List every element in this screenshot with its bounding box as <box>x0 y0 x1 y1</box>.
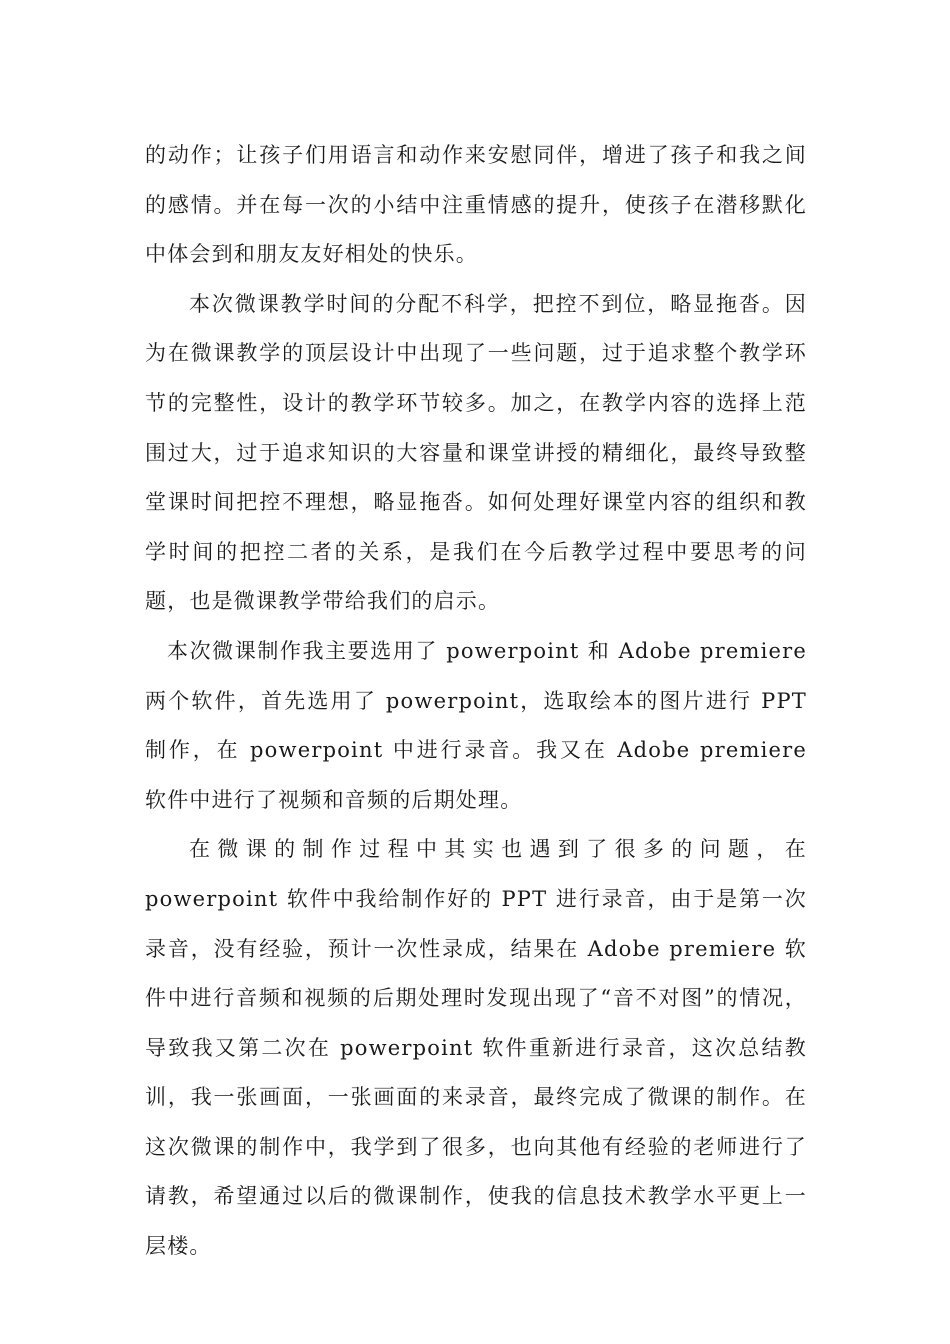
paragraph-continuation: 的动作；让孩子们用语言和动作来安慰同伴，增进了孩子和我之间的感情。并在每一次的小结中注重情感的提升，使孩子在潜移默化中体会到和朋友友好相处的快乐。 <box>145 143 807 267</box>
paragraph-software: 本次微课制作我主要选用了 powerpoint 和 Adobe premiere 两个软件，首先选用了 powerpoint，选取绘本的图片进行 PPT 制作，在 powerpoint 中进行录音。我又在 Adobe premiere 软件中进行了视频和音频的后期处理。 <box>145 638 807 812</box>
paragraph-production-problems: 在微课的制作过程中其实也遇到了很多的问题，在 powerpoint 软件中我给制作好的 PPT 进行录音，由于是第一次录音，没有经验，预计一次性录成，结果在 Adobe premiere 软件中进行音频和视频的后期处理时发现出现了“音不对图”的情况，导致我又第二次在 powerpoint 软件重新进行录音，这次总结教训，我一张画面，一张画面的来录音，最终完成了微课的制作。在这次微课的制作中，我学到了很多，也向其他有经验的老师进行了请教，希望通过以后的微课制作，使我的信息技术教学水平更上一层楼。 <box>145 837 807 1259</box>
document-body <box>145 131 807 1272</box>
paragraph-teaching-time: 本次微课教学时间的分配不科学，把控不到位，略显拖沓。因为在微课教学的顶层设计中出现了一些问题，过于追求整个教学环节的完整性，设计的教学环节较多。加之，在教学内容的选择上范围过大，过于追求知识的大容量和课堂讲授的精细化，最终导致整堂课时间把控不理想，略显拖沓。如何处理好课堂内容的组织和教学时间的把控二者的关系，是我们在今后教学过程中要思考的问题，也是微课教学带给我们的启示。 <box>145 291 807 614</box>
